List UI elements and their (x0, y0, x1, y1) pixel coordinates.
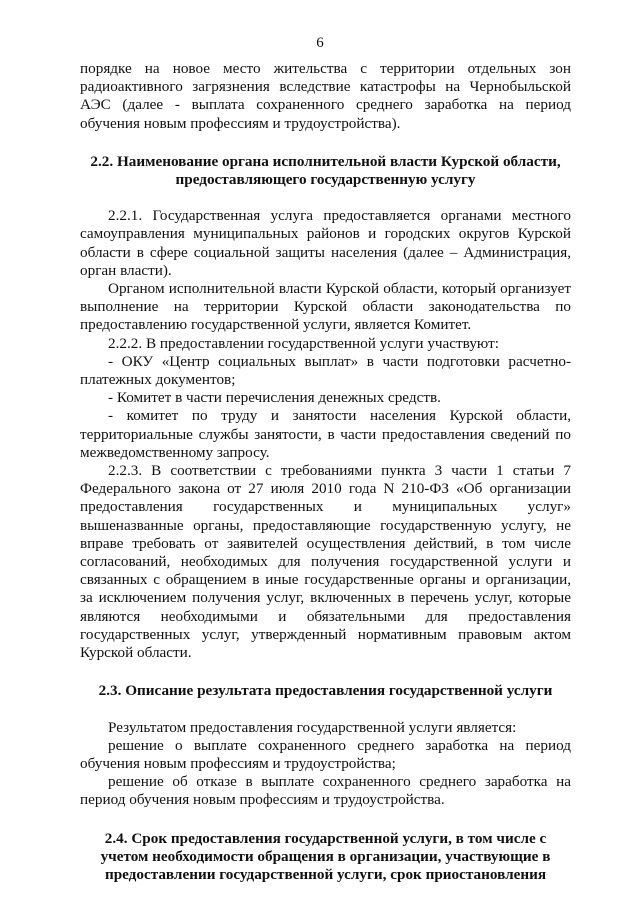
list-item-labor-committee: - комитет по труду и занятости населения Курской области, территориальные службы занятости, в части предоставления сведений по межведомственному запросу. (80, 407, 571, 461)
list-item-committee: - Комитет в части перечисления денежных средств. (108, 389, 441, 407)
paragraph-result: Результатом предоставления государственной услуги является: (108, 718, 517, 736)
paragraph-committee: Органом исполнительной власти Курской области, который организует выполнение на территории Курской области законодательства по предоставлению государственной услуги, является Комитет. (80, 280, 571, 334)
list-item-oku: - ОКУ «Центр социальных выплат» в части подготовки расчетно-платежных документов; (80, 352, 571, 389)
section-2-4-heading: 2.4. Срок предоставления государственной услуги, в том числе с учетом необходимости обращения в организации, участвующие в предоставлении государственной услуги, срок приостановления (100, 829, 551, 883)
page-number: 6 (316, 35, 324, 51)
paragraph-2-2-2: 2.2.2. В предоставлении государственной услуги участвуют: (108, 334, 499, 352)
paragraph-2-2-1: 2.2.1. Государственная услуга предоставляется органами местного самоуправления муниципальных районов и городских округов Курской области в сфере социальной защиты населения (далее – Администрация, орган власти). (80, 207, 571, 279)
section-2-2-heading: 2.2. Наименование органа исполнительной власти Курской области, предоставляющего государственную услугу (90, 152, 561, 189)
list-item-decision-payment: решение о выплате сохраненного среднего заработка на период обучения новым профессиям и трудоустройства; (80, 736, 571, 772)
section-2-3-heading: 2.3. Описание результата предоставления государственной услуги (98, 682, 553, 700)
intro-paragraph: порядке на новое место жительства с территории отдельных зон радиоактивного загрязнения вследствие катастрофы на Чернобыльской АЭС (далее - выплата сохраненного среднего заработка на период обучения новым профессиям и трудоустройства). (80, 60, 571, 132)
document-body (80, 60, 571, 884)
paragraph-2-2-3: 2.2.3. В соответствии с требованиями пункта 3 части 1 статьи 7 Федерального закона от 27 июля 2010 года N 210-ФЗ «Об организации предоставления государственных и муниципальных услуг» вышеназванные органы, предоставляющие государственную услугу, не вправе требовать от заявителей осуществления действий, в том числе согласований, необходимых для получения государственной услуги и связанных с обращением в иные государственные органы и организации, за исключением получения услуг, включенных в перечень услуг, которые являются необходимыми и обязательными для предоставления государственных услуг, утвержденный нормативным правовым актом Курской области. (80, 462, 571, 662)
list-item-decision-refusal: решение об отказе в выплате сохраненного среднего заработка на период обучения новым профессиям и трудоустройства. (80, 773, 571, 809)
